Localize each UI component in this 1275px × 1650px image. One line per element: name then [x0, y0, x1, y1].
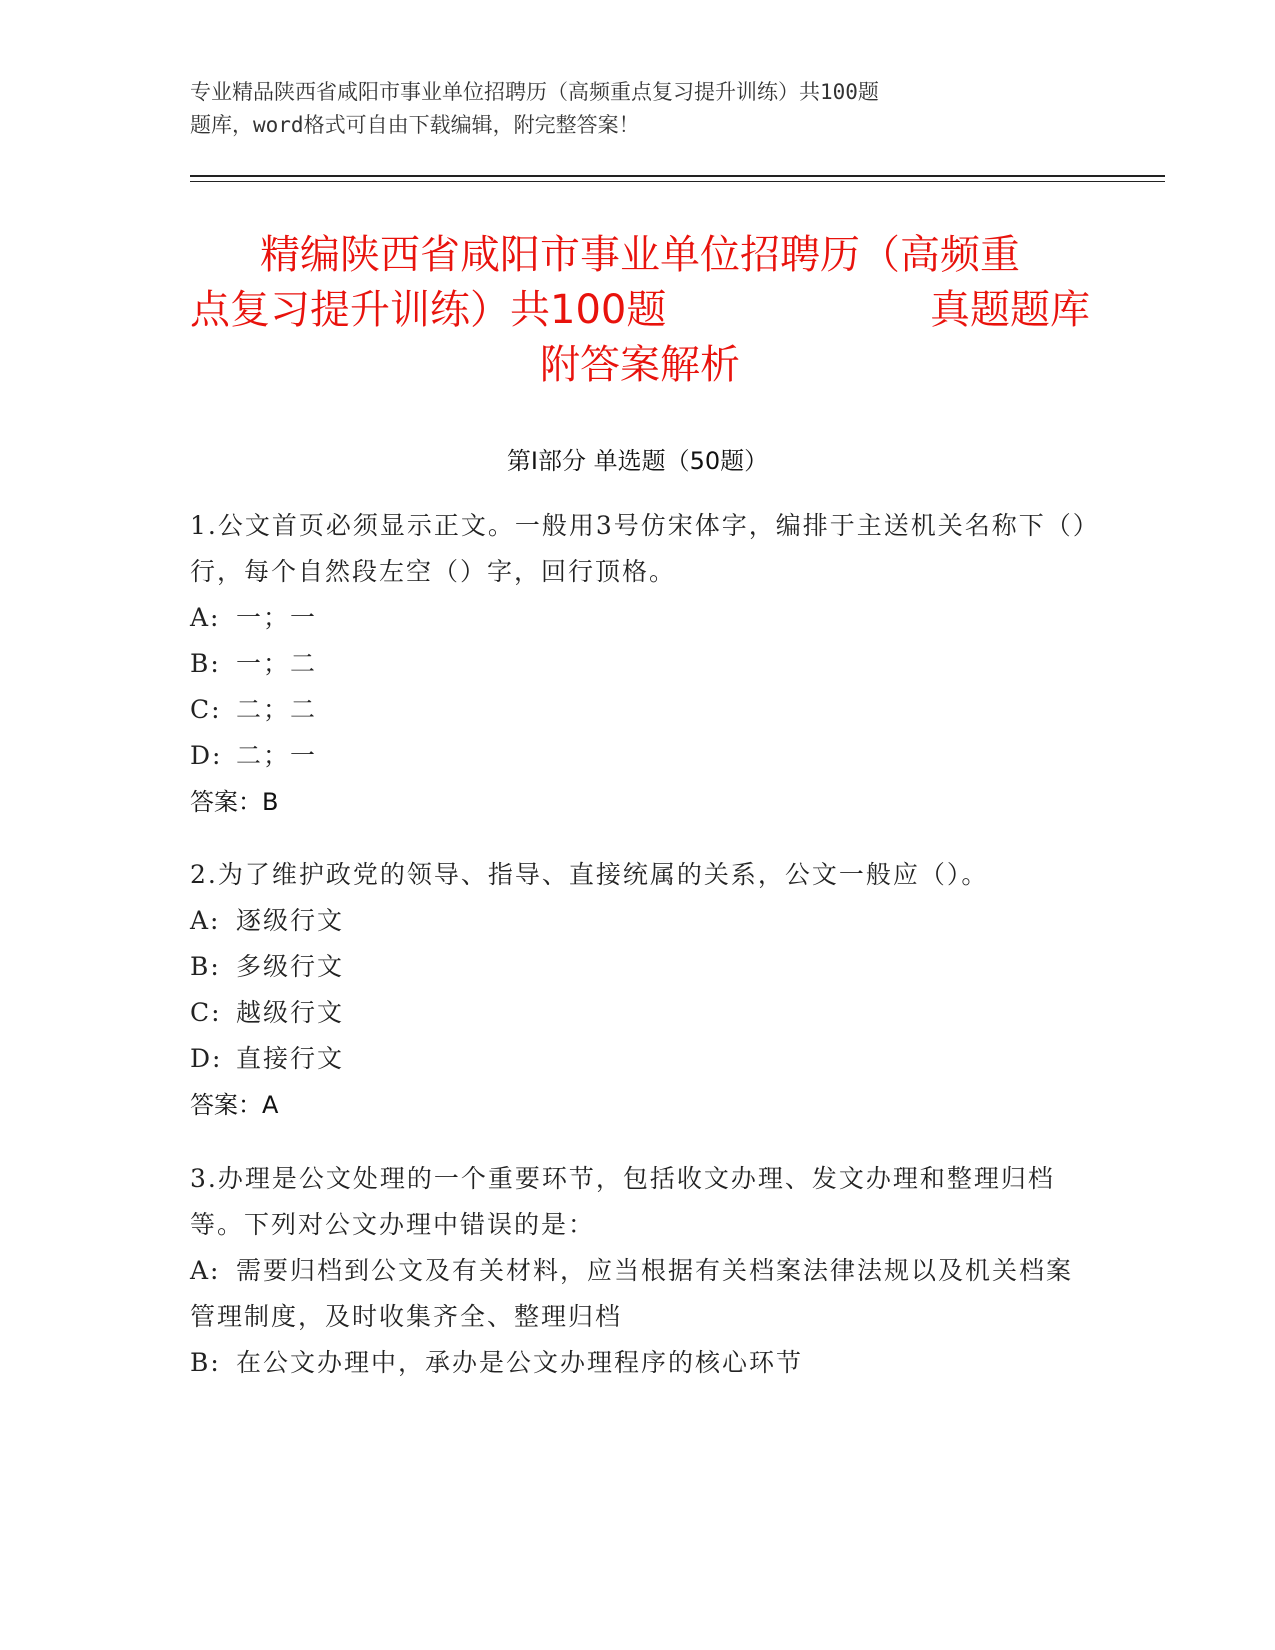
option-letter: B:: [190, 952, 221, 981]
option-b: [190, 944, 1090, 990]
header-rule-thick: [190, 175, 1165, 177]
answer-label: 答案：: [190, 1091, 262, 1119]
option-text: 越级行文: [236, 998, 345, 1027]
option-text: 多级行文: [236, 952, 345, 981]
question-1: [190, 503, 1090, 825]
answer: [190, 779, 1090, 825]
option-a: [190, 1248, 1090, 1340]
option-a: [190, 898, 1090, 944]
section-title: 第Ⅰ部分 单选题（50题）: [506, 447, 769, 475]
question-3: [190, 1156, 1090, 1386]
option-text: 二；一: [236, 741, 318, 770]
option-letter: B:: [190, 1348, 221, 1377]
header-note: [190, 76, 1050, 142]
answer-value: B: [262, 788, 280, 816]
option-text: 一；二: [236, 649, 318, 678]
question-stem: 1.公文首页必须显示正文。一般用3号仿宋体字，编排于主送机关名称下（）行，每个自然段左空（）字，回行顶格。: [190, 511, 1088, 586]
option-text: 一；一: [236, 603, 318, 632]
option-letter: A:: [190, 603, 221, 632]
document-title: [190, 228, 1090, 393]
option-text: 需要归档到公文及有关材料，应当根据有关档案法律法规以及机关档案管理制度，及时收集齐全、整理归档: [190, 1256, 1074, 1331]
answer-value: A: [262, 1091, 280, 1119]
option-letter: C:: [190, 998, 222, 1027]
option-text: 直接行文: [236, 1044, 345, 1073]
option-c: [190, 687, 1090, 733]
header-rule-thin: [190, 181, 1165, 182]
question-2: [190, 852, 1090, 1128]
option-a: [190, 595, 1090, 641]
option-d: [190, 733, 1090, 779]
option-letter: B:: [190, 649, 221, 678]
option-letter: A:: [190, 1256, 221, 1285]
title-line-1: 精编陕西省咸阳市事业单位招聘历（高频重: [260, 232, 1020, 278]
option-c: [190, 990, 1090, 1036]
title-line-2: [190, 283, 1090, 338]
option-text: 二；二: [236, 695, 318, 724]
title-line-2-right: 真题题库: [930, 287, 1090, 333]
question-stem: 2.为了维护政党的领导、指导、直接统属的关系，公文一般应（）。: [190, 860, 989, 889]
title-line-2-left: 点复习提升训练）共100题: [190, 287, 667, 333]
answer: [190, 1082, 1090, 1128]
answer-label: 答案：: [190, 788, 262, 816]
question-stem: 3.办理是公文处理的一个重要环节，包括收文办理、发文办理和整理归档等。下列对公文办理中错误的是：: [190, 1164, 1055, 1239]
option-letter: C:: [190, 695, 222, 724]
option-text: 在公文办理中，承办是公文办理程序的核心环节: [236, 1348, 804, 1377]
header-line-1: 专业精品陕西省咸阳市事业单位招聘历（高频重点复习提升训练）共100题: [190, 80, 879, 104]
option-d: [190, 1036, 1090, 1082]
option-b: [190, 1340, 1090, 1386]
option-text: 逐级行文: [236, 906, 345, 935]
header-line-2: 题库，word格式可自由下载编辑，附完整答案！: [190, 113, 640, 137]
option-letter: D:: [190, 1044, 223, 1073]
option-letter: D:: [190, 741, 223, 770]
title-line-3: 附答案解析: [540, 342, 740, 388]
option-b: [190, 641, 1090, 687]
option-letter: A:: [190, 906, 221, 935]
